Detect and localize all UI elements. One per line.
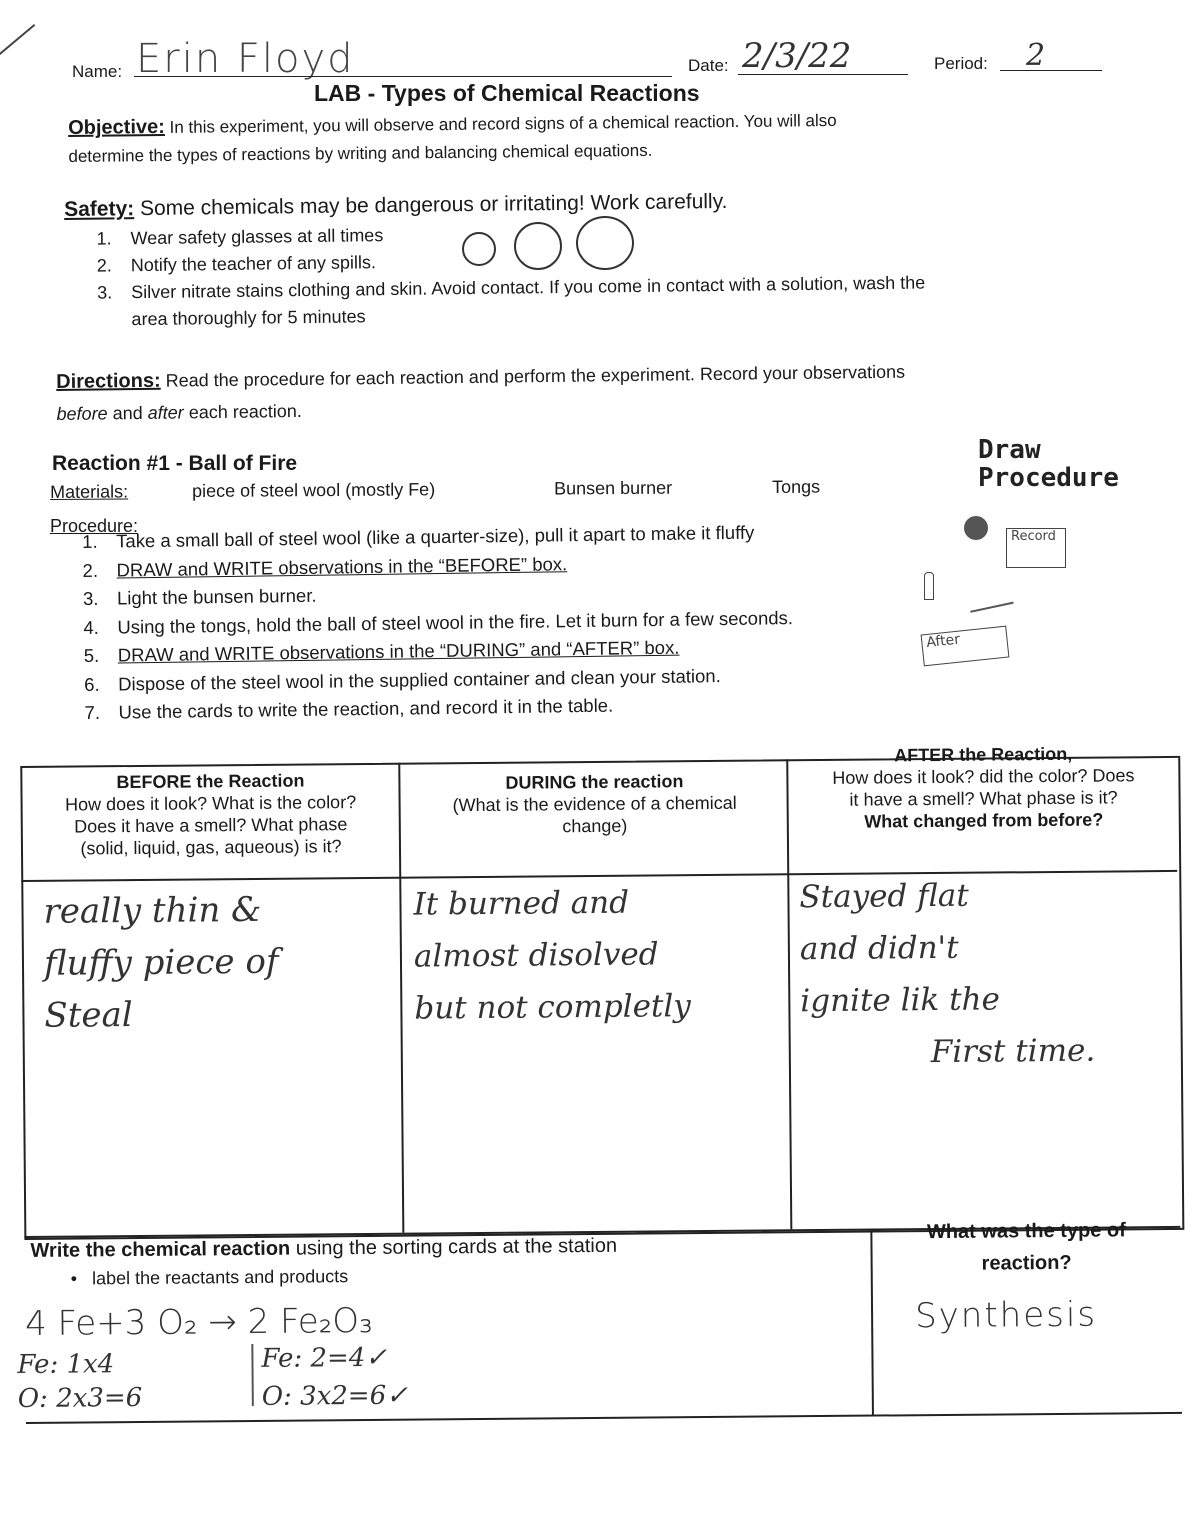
safety-item: 2. Notify the teacher of any spills. [96, 252, 377, 276]
objective-label: Objective: [68, 115, 165, 139]
date-label: Date: [688, 56, 729, 75]
material-item: Bunsen burner [553, 477, 673, 499]
objective-text-2: determine the types of reactions by writing and balancing chemical equations. [68, 140, 653, 166]
steel-wool-sketch-icon [964, 516, 988, 540]
safety-item: 3. Silver nitrate stains clothing and skin. Avoid contact. If you come in contact with a solution, wash the [97, 272, 926, 303]
objective-text-1: In this experiment, you will observe and record signs of a chemical reaction. You will also [169, 110, 837, 137]
date-value: 2/3/22 [742, 36, 852, 76]
period-value: 2 [1026, 38, 1046, 73]
balance-work-right: Fe: 2=4✓ O: 3x2=6✓ [261, 1342, 409, 1412]
directions-text-1: Read the procedure for each reaction and perform the experiment. Record your observations [165, 361, 906, 391]
procedure-label: Procedure: [50, 516, 139, 536]
equation-box: Write the chemical reaction using the sorting cards at the station • label the reactants and products [30, 1234, 618, 1289]
directions-section: Directions: Read the procedure for each reaction and perform the experiment. Record your observations before and after each reaction. [56, 361, 906, 424]
procedure-step: 1. Take a small ball of steel wool (like a quarter-size), pull it apart to make it fluffy [82, 521, 755, 552]
reaction-title: Reaction #1 - Ball of Fire [52, 452, 298, 475]
objective-section [68, 104, 1069, 171]
after-answer: Stayed flat and didn't ignite lik the First time. [799, 877, 1096, 1071]
balance-divider [251, 1344, 254, 1406]
directions-label: Directions: [56, 369, 161, 393]
procedure-step: 6. Dispose of the steel wool in the supplied container and clean your station. [84, 664, 721, 695]
name-label: Name: [72, 62, 123, 81]
margin-note: Draw Procedure [978, 435, 1119, 493]
date-line [738, 74, 908, 75]
period-label: Period: [934, 54, 988, 73]
safety-item: 1. Wear safety glasses at all times [96, 225, 384, 249]
procedure-step: 4. Using the tongs, hold the ball of steel wool in the fire. Let it burn for a few seconds. [83, 606, 794, 638]
procedure-step: 7. Use the cards to write the reaction, and record it in the table. [84, 694, 614, 723]
smiley-face-icon [514, 222, 562, 270]
after-card-sketch: After [921, 626, 1010, 667]
corner-pen-mark [0, 24, 35, 63]
period-line [1000, 70, 1102, 71]
during-header: DURING the reaction (What is the evidence of a chemical change) [452, 771, 737, 837]
balance-work-left: Fe: 1x4 O: 2x3=6 [17, 1349, 143, 1415]
record-card-sketch: Record [1006, 528, 1066, 568]
after-header: AFTER the Reaction, How does it look? did the color? Does it have a smell? What phase is it? What changed from before? [832, 743, 1135, 832]
procedure-step: 2. DRAW and WRITE observations in the “BEFORE” box. [82, 552, 568, 581]
safety-label: Safety: [64, 197, 135, 221]
procedure-steps [82, 516, 965, 728]
name-value: Erin Floyd [136, 36, 355, 82]
reaction-type-answer: Synthesis [914, 1294, 1098, 1337]
burner-sketch-icon [924, 572, 934, 600]
before-header: BEFORE the Reaction How does it look? What is the color? Does it have a smell? What phase (solid, liquid, gas, aqueous) is it? [64, 770, 357, 859]
procedure-step: 3. Light the bunsen burner. [82, 584, 317, 609]
smiley-face-icon [462, 232, 496, 266]
page-title: LAB - Types of Chemical Reactions [314, 80, 700, 106]
smiley-face-icon [576, 216, 634, 270]
procedure-step: 5. DRAW and WRITE observations in the “DURING” and “AFTER” box. [83, 636, 680, 666]
during-answer: It burned and almost disolved but not completly [413, 884, 692, 1027]
material-item: Tongs [771, 476, 821, 497]
before-answer: really thin & fluffy piece of Steal [43, 889, 279, 1036]
reaction-type-box: What was the type of reaction? [926, 1219, 1126, 1275]
bullet-icon: • [70, 1268, 78, 1289]
chemical-equation: 4 Fe+3 O₂ → 2 Fe₂O₃ [24, 1300, 373, 1344]
safety-text: Some chemicals may be dangerous or irritating! Work carefully. [139, 189, 728, 221]
name-line [134, 76, 672, 77]
safety-item: area thoroughly for 5 minutes [131, 306, 366, 330]
materials-row: Materials: piece of steel wool (mostly Fe) Bunsen burner Tongs [50, 476, 821, 502]
material-item: piece of steel wool (mostly Fe) [191, 479, 436, 502]
observation-table [17, 726, 1192, 1415]
